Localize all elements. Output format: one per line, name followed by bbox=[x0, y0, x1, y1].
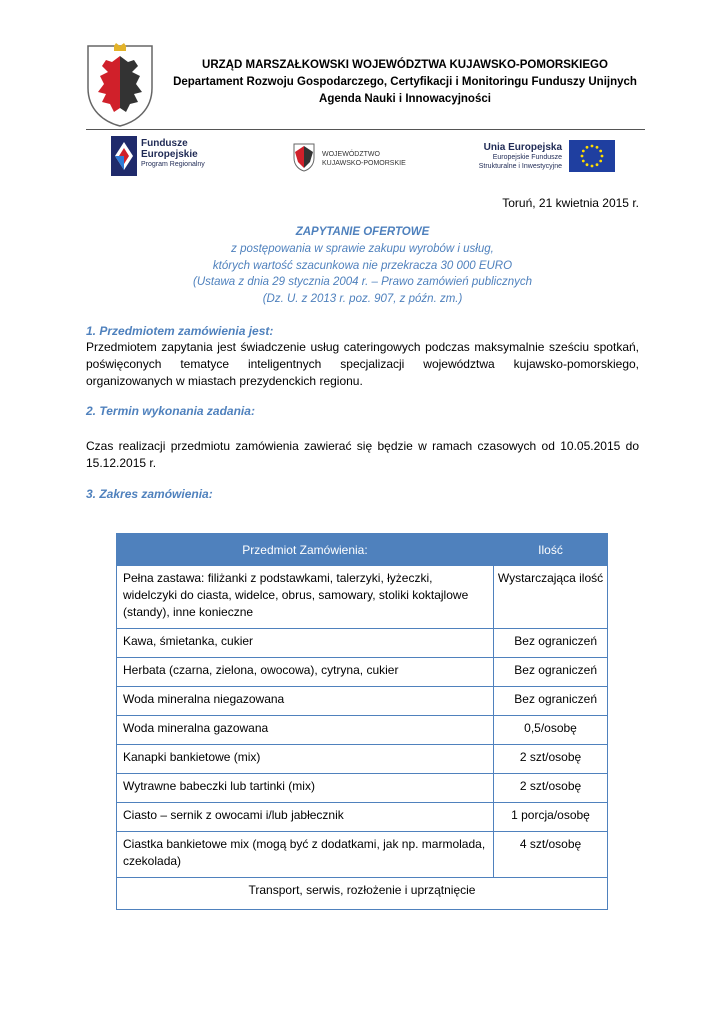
transport-service-cell: Transport, serwis, rozłożenie i uprzątnięcie bbox=[117, 878, 608, 910]
table-row bbox=[117, 774, 608, 803]
fe-line1: Fundusze bbox=[141, 138, 188, 149]
eu-line1: Unia Europejska bbox=[483, 142, 562, 153]
section-1-line-1: Przedmiotem zapytania jest świadczenie usług cateringowych podczas maksymalnie sześciu spotkań, bbox=[86, 340, 639, 354]
header-divider bbox=[86, 129, 645, 130]
table-row bbox=[117, 629, 608, 658]
item-cell: Ciastka bankietowe mix (mogą być z dodatkami, jak np. marmolada, czekolada) bbox=[117, 832, 494, 878]
kp-crest-icon bbox=[292, 142, 316, 172]
eu-flag-icon bbox=[569, 140, 615, 172]
agenda-name: Agenda Nauki i Innowacyjności bbox=[319, 93, 491, 105]
table-row bbox=[117, 803, 608, 832]
eu-line2: Europejskie Fundusze bbox=[492, 154, 562, 161]
table-row bbox=[117, 745, 608, 774]
document-date: Toruń, 21 kwietnia 2015 r. bbox=[502, 196, 639, 210]
table-row bbox=[117, 566, 608, 629]
quantity-cell: 2 szt/osobę bbox=[494, 745, 608, 774]
order-scope-table bbox=[116, 533, 608, 910]
table-row bbox=[117, 658, 608, 687]
column-header-quantity: Ilość bbox=[494, 534, 608, 566]
quantity-cell: Bez ograniczeń bbox=[494, 658, 608, 687]
fe-line3: Program Regionalny bbox=[141, 161, 205, 168]
table-row bbox=[117, 832, 608, 878]
section-2-line-2: 15.12.2015 r. bbox=[86, 456, 157, 470]
document-title: ZAPYTANIE OFERTOWE bbox=[295, 226, 430, 238]
section-2-text bbox=[86, 438, 639, 472]
quantity-cell: 0,5/osobę bbox=[494, 716, 608, 745]
item-cell: Pełna zastawa: filiżanki z podstawkami, talerzyki, łyżeczki, widelczyki do ciasta, widelce, obrus, samowary, stoliki koktajlowe (standy), inne konieczne bbox=[117, 566, 494, 629]
column-header-item: Przedmiot Zamówienia: bbox=[117, 534, 494, 566]
quantity-cell: Bez ograniczeń bbox=[494, 629, 608, 658]
item-cell: Woda mineralna niegazowana bbox=[117, 687, 494, 716]
section-2-heading: 2. Termin wykonania zadania: bbox=[86, 404, 255, 418]
section-1-line-3: organizowanych w miastach prezydenckich regionu. bbox=[86, 374, 363, 388]
unia-europejska-logo bbox=[470, 136, 620, 178]
eu-line3: Strukturalne i Inwestycyjne bbox=[478, 163, 562, 170]
table-header-row bbox=[117, 534, 608, 566]
table-footer-row bbox=[117, 878, 608, 910]
kp-line1: WOJEWÓDZTWO bbox=[322, 151, 380, 158]
fundusze-europejskie-logo bbox=[111, 136, 241, 178]
item-cell: Woda mineralna gazowana bbox=[117, 716, 494, 745]
department-name: Departament Rozwoju Gospodarczego, Certyfikacji i Monitoringu Funduszy Unijnych bbox=[173, 76, 637, 88]
item-cell: Ciasto – sernik z owocami i/lub jabłecznik bbox=[117, 803, 494, 832]
quantity-cell: 2 szt/osobę bbox=[494, 774, 608, 803]
fe-line2: Europejskie bbox=[141, 149, 198, 160]
quantity-cell: 1 porcja/osobę bbox=[494, 803, 608, 832]
section-2-line-1: Czas realizacji przedmiotu zamówienia zawierać się będzie w ramach czasowych od 10.05.2015 do bbox=[86, 439, 639, 453]
fe-star-icon bbox=[111, 136, 137, 176]
title-line-4: (Ustawa z dnia 29 stycznia 2004 r. – Prawo zamówień publicznych bbox=[193, 276, 532, 288]
item-cell: Kanapki bankietowe (mix) bbox=[117, 745, 494, 774]
title-line-2: z postępowania w sprawie zakupu wyrobów i usług, bbox=[231, 243, 494, 255]
kujawsko-pomorskie-logo bbox=[290, 136, 425, 178]
section-1-heading: 1. Przedmiotem zamówienia jest: bbox=[86, 324, 274, 338]
kp-line2: KUJAWSKO-POMORSKIE bbox=[322, 160, 406, 167]
title-line-5: (Dz. U. z 2013 r. poz. 907, z późn. zm.) bbox=[262, 293, 463, 305]
office-name: URZĄD MARSZAŁKOWSKI WOJEWÓDZTWA KUJAWSKO-POMORSKIEGO bbox=[202, 59, 608, 71]
section-1-text bbox=[86, 339, 639, 390]
item-cell: Kawa, śmietanka, cukier bbox=[117, 629, 494, 658]
item-cell: Herbata (czarna, zielona, owocowa), cytryna, cukier bbox=[117, 658, 494, 687]
item-cell: Wytrawne babeczki lub tartinki (mix) bbox=[117, 774, 494, 803]
title-line-3: których wartość szacunkowa nie przekracza 30 000 EURO bbox=[212, 260, 513, 272]
table-row bbox=[117, 687, 608, 716]
section-3-heading: 3. Zakres zamówienia: bbox=[86, 487, 213, 501]
quantity-cell: 4 szt/osobę bbox=[494, 832, 608, 878]
quantity-cell: Wystarczająca ilość bbox=[494, 566, 608, 629]
section-1-line-2: poświęconych tematyce inteligentnych specjalizacji województwa kujawsko-pomorskiego, bbox=[86, 357, 639, 371]
coat-of-arms-logo bbox=[84, 42, 156, 128]
quantity-cell: Bez ograniczeń bbox=[494, 687, 608, 716]
table-row bbox=[117, 716, 608, 745]
